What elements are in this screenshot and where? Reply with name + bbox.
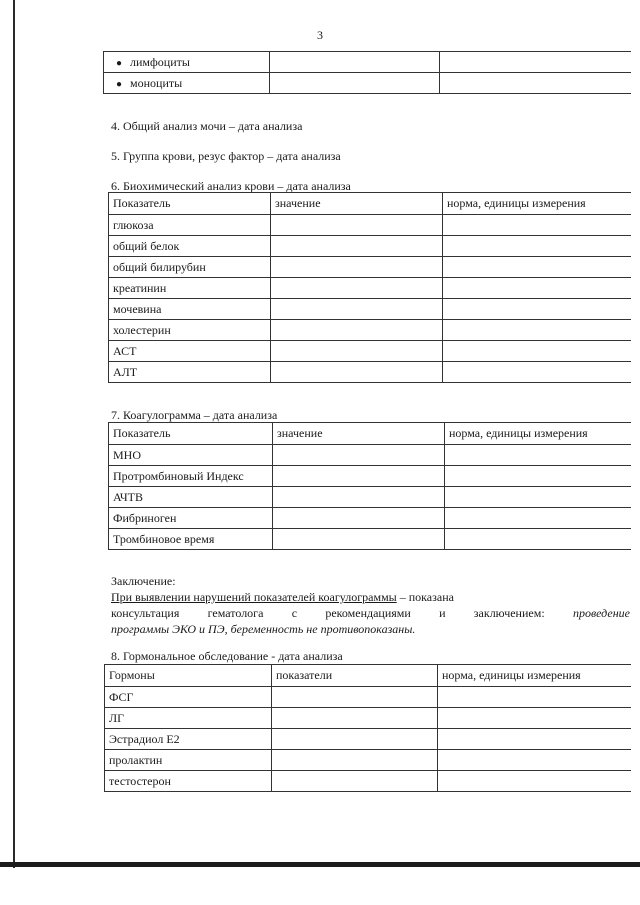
value-cell (271, 320, 443, 341)
table-cell (104, 73, 270, 94)
norm-cell (445, 508, 631, 529)
norm-cell (443, 215, 631, 236)
row-label: ЛГ (105, 708, 272, 729)
column-header: значение (273, 423, 445, 445)
row-label: АСТ (109, 341, 271, 362)
row-label: лимфоциты (130, 54, 190, 69)
value-cell (272, 687, 438, 708)
norm-cell (445, 445, 631, 466)
table-row (109, 445, 631, 466)
table-row (109, 257, 631, 278)
table-row (109, 299, 631, 320)
value-cell (271, 236, 443, 257)
norm-cell (443, 299, 631, 320)
conclusion-block (111, 573, 630, 637)
column-header: норма, единицы измерения (438, 665, 631, 687)
row-label: АЛТ (109, 362, 271, 383)
value-cell (273, 466, 445, 487)
table-cell (440, 52, 631, 73)
norm-cell (445, 487, 631, 508)
row-label: холестерин (109, 320, 271, 341)
bullet-icon: ● (115, 57, 123, 69)
conclusion-line-2-plain: консультация гематолога с рекомендациями и заключением: (111, 606, 573, 620)
norm-cell (445, 529, 631, 550)
row-label: Протромбиновый Индекс (109, 466, 273, 487)
coag-table (108, 422, 631, 550)
biochem-table (108, 192, 631, 383)
value-cell (271, 215, 443, 236)
norm-cell (443, 236, 631, 257)
column-header: Гормоны (105, 665, 272, 687)
table-cell (270, 52, 440, 73)
row-label: мочевина (109, 299, 271, 320)
scan-edge-left (13, 0, 15, 868)
column-header: Показатель (109, 193, 271, 215)
table-row (105, 708, 631, 729)
norm-cell (438, 750, 631, 771)
value-cell (271, 362, 443, 383)
section-biochem-heading: 6. Биохимический анализ крови – дата анализа (111, 179, 351, 193)
row-label: тестостерон (105, 771, 272, 792)
conclusion-line-2-italic: проведение (572, 606, 630, 620)
table-header-row (105, 665, 631, 687)
column-header: Показатель (109, 423, 273, 445)
value-cell (272, 729, 438, 750)
table-row (109, 341, 631, 362)
row-label: Тромбиновое время (109, 529, 273, 550)
value-cell (271, 257, 443, 278)
table-row (104, 52, 631, 73)
table-cell (440, 73, 631, 94)
row-label: ФСГ (105, 687, 272, 708)
table-row (109, 278, 631, 299)
section-hormones-heading: 8. Гормональное обследование - дата анализа (111, 649, 343, 663)
conclusion-line-3: программы ЭКО и ПЭ, беременность не противопоказаны. (111, 622, 416, 636)
value-cell (273, 445, 445, 466)
table-row (109, 466, 631, 487)
bullet-icon: ● (115, 78, 123, 90)
section-urine-heading: 4. Общий анализ мочи – дата анализа (111, 119, 303, 133)
table-row (105, 729, 631, 750)
value-cell (273, 529, 445, 550)
value-cell (271, 341, 443, 362)
value-cell (271, 278, 443, 299)
table-cell (270, 73, 440, 94)
column-header: показатели (272, 665, 438, 687)
table-row (109, 508, 631, 529)
table-row (109, 529, 631, 550)
row-label: пролактин (105, 750, 272, 771)
conclusion-line-2 (111, 605, 630, 621)
column-header: значение (271, 193, 443, 215)
top-table (103, 51, 631, 94)
value-cell (271, 299, 443, 320)
norm-cell (438, 771, 631, 792)
table-row (105, 750, 631, 771)
row-label: АЧТВ (109, 487, 273, 508)
row-label: глюкоза (109, 215, 271, 236)
conclusion-line-1-rest: – показана (396, 590, 454, 604)
table-header-row (109, 193, 631, 215)
conclusion-underlined: При выявлении нарушений показателей коагулограммы (111, 590, 397, 604)
table-row (109, 320, 631, 341)
value-cell (273, 508, 445, 529)
table-row (109, 362, 631, 383)
norm-cell (438, 729, 631, 750)
table-row (109, 215, 631, 236)
column-header: норма, единицы измерения (445, 423, 631, 445)
norm-cell (443, 362, 631, 383)
row-label: МНО (109, 445, 273, 466)
norm-cell (438, 708, 631, 729)
conclusion-line-1 (111, 589, 630, 605)
section-blood-group-heading: 5. Группа крови, резус фактор – дата анализа (111, 149, 341, 163)
norm-cell (443, 278, 631, 299)
conclusion-label: Заключение: (111, 574, 176, 588)
table-row (109, 236, 631, 257)
table-row (109, 487, 631, 508)
value-cell (273, 487, 445, 508)
page-number: 3 (317, 28, 323, 42)
row-label: Фибриноген (109, 508, 273, 529)
table-row (105, 771, 631, 792)
row-label: общий белок (109, 236, 271, 257)
norm-cell (443, 257, 631, 278)
scan-bottom-bar (0, 862, 640, 867)
value-cell (272, 750, 438, 771)
row-label: Эстрадиол Е2 (105, 729, 272, 750)
row-label: моноциты (130, 75, 183, 90)
value-cell (272, 771, 438, 792)
hormone-table (104, 664, 631, 792)
table-row (105, 687, 631, 708)
row-label: креатинин (109, 278, 271, 299)
norm-cell (443, 320, 631, 341)
table-row (104, 73, 631, 94)
norm-cell (443, 341, 631, 362)
value-cell (272, 708, 438, 729)
column-header: норма, единицы измерения (443, 193, 631, 215)
table-cell (104, 52, 270, 73)
norm-cell (445, 466, 631, 487)
row-label: общий билирубин (109, 257, 271, 278)
table-header-row (109, 423, 631, 445)
section-coag-heading: 7. Коагулограмма – дата анализа (111, 408, 278, 422)
norm-cell (438, 687, 631, 708)
